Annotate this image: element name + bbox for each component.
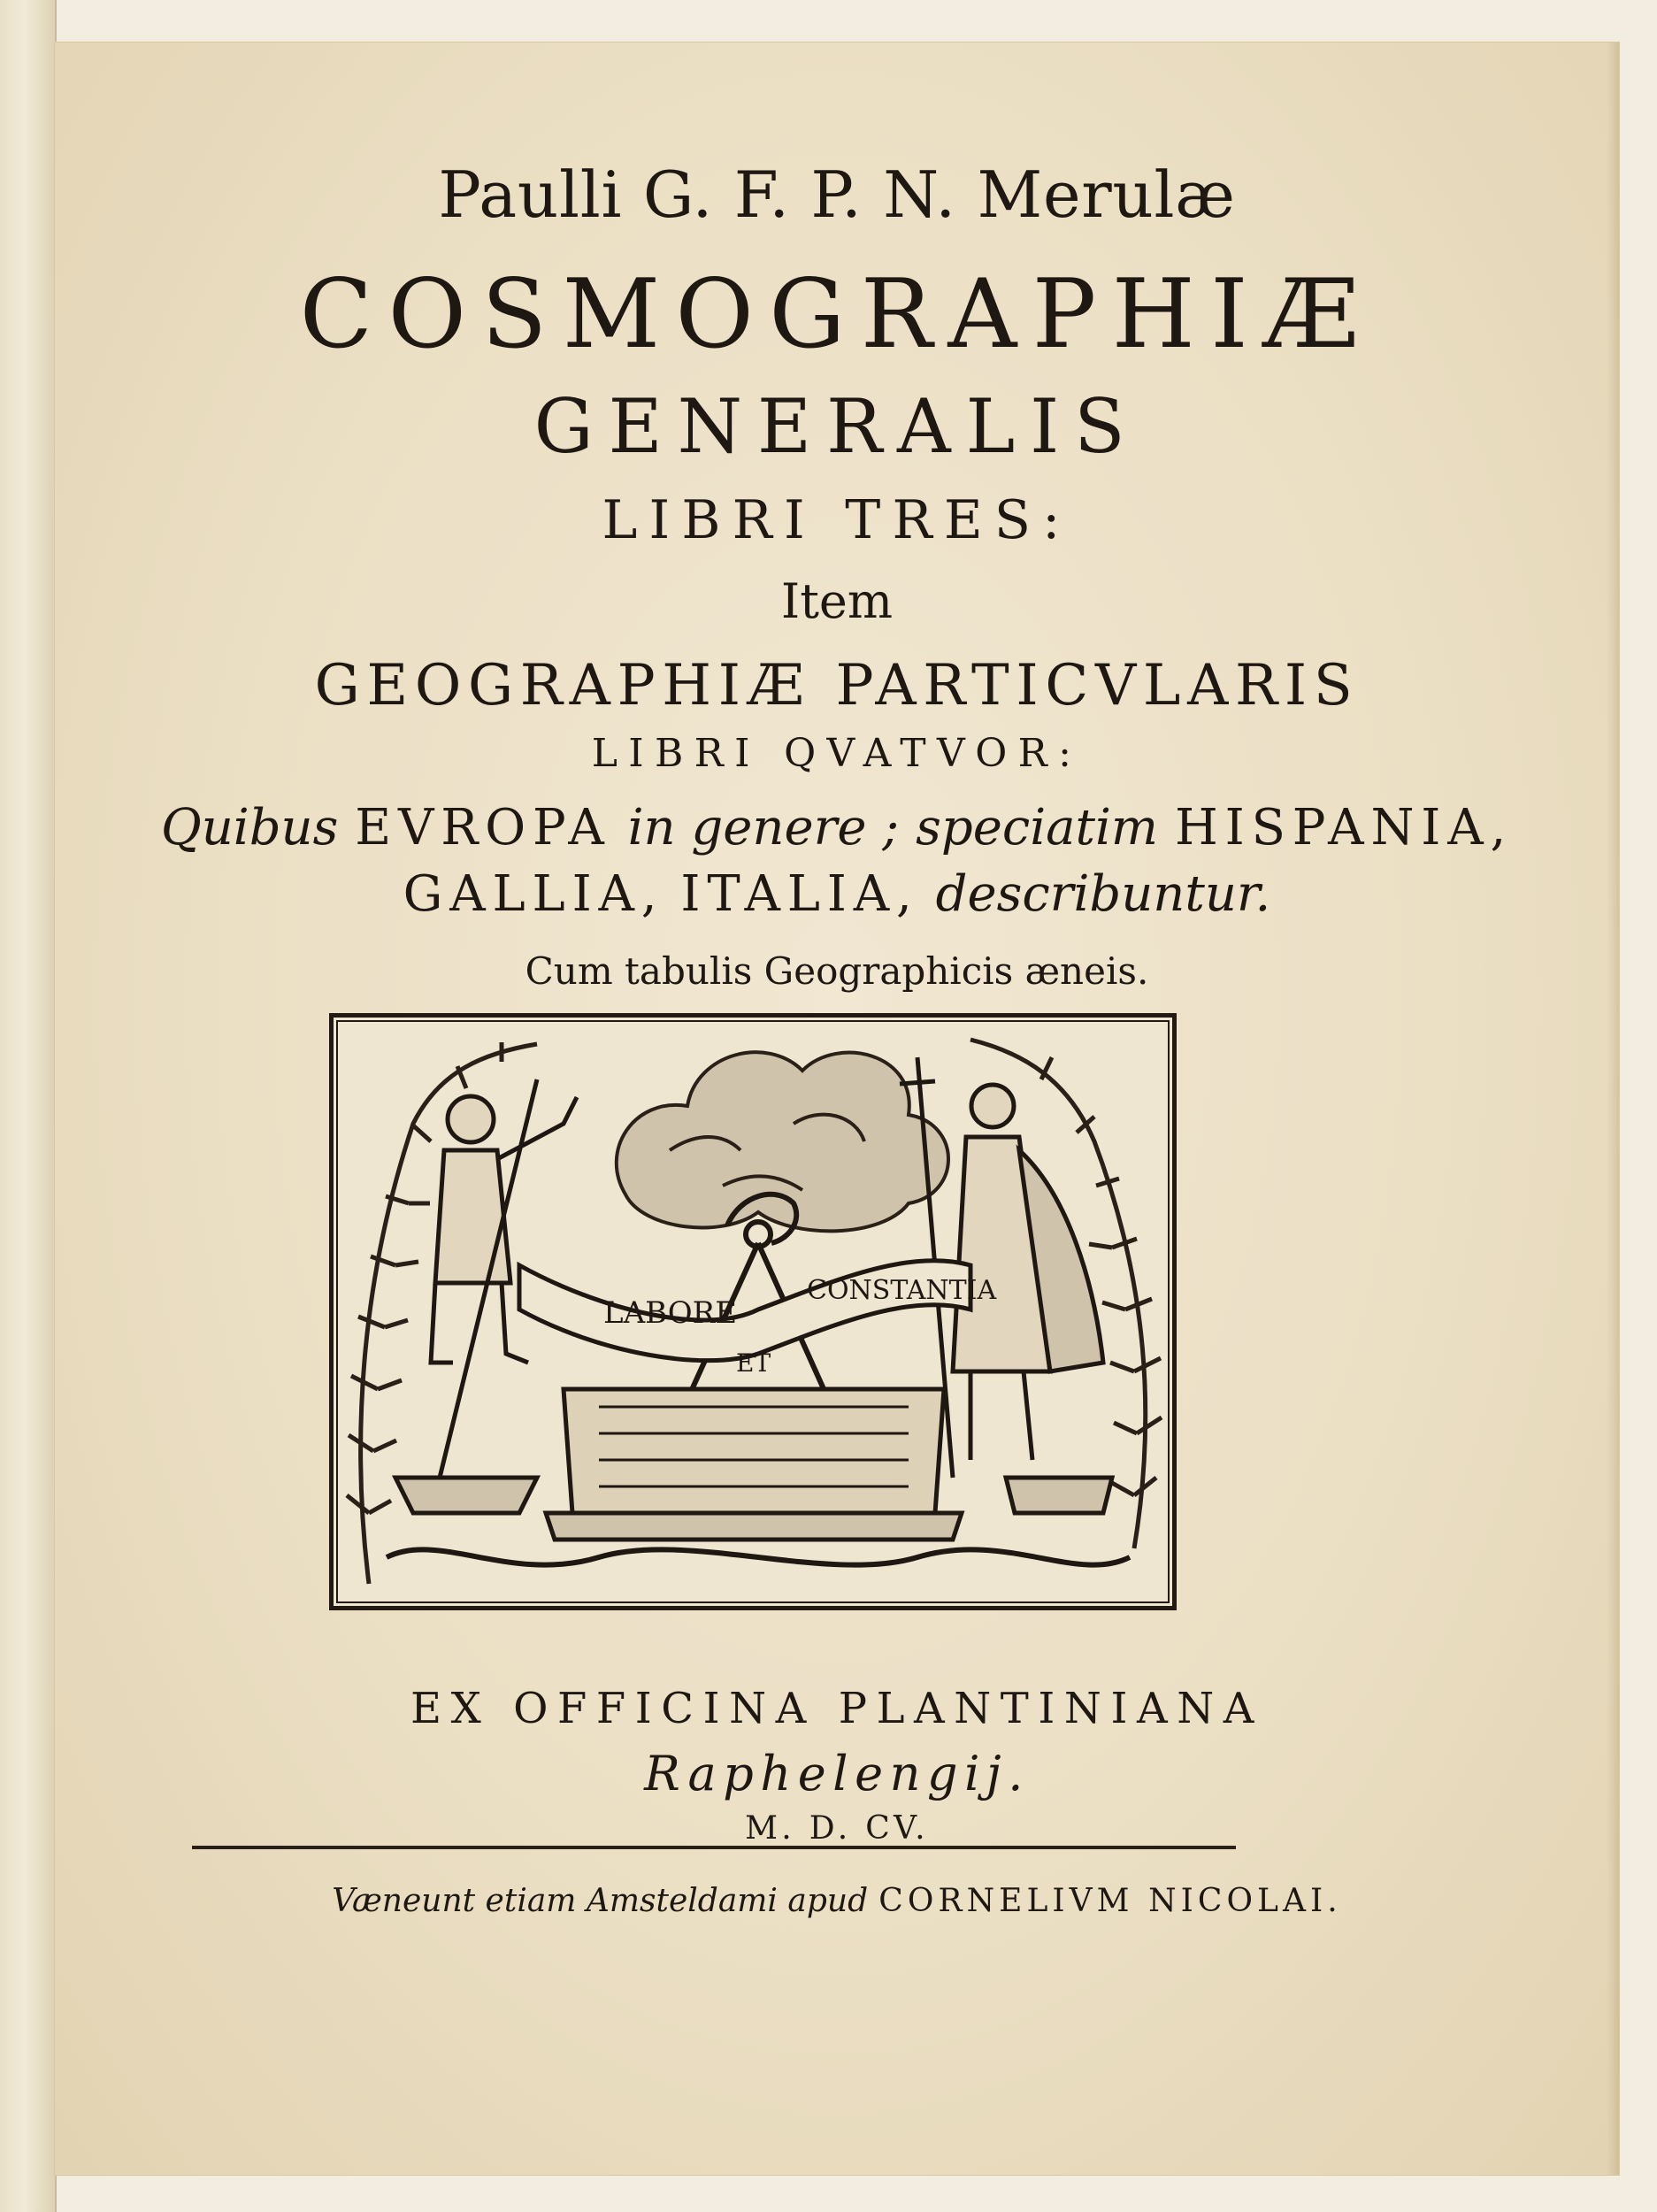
word-in-genere: in genere ; <box>627 799 900 856</box>
word-europa: EVROPA <box>355 799 611 856</box>
cloud-icon <box>617 1052 948 1231</box>
motto-et: ET <box>736 1348 771 1378</box>
title-libri-tres: LIBRI TRES: <box>602 489 1072 551</box>
imprint-printer: Raphelengij. <box>644 1746 1030 1801</box>
sold-note-name: CORNELIVM NICOLAI. <box>878 1883 1342 1919</box>
sold-note-text: Væneunt etiam Amsteldami apud <box>332 1883 869 1919</box>
printers-device-engraving <box>329 1013 1177 1610</box>
word-italia: ITALIA, <box>680 865 919 923</box>
motto-constantia: CONSTANTIA <box>807 1275 997 1306</box>
title-page <box>55 42 1619 2175</box>
word-hispania: HISPANIA, <box>1174 799 1514 856</box>
title-libri-quatuor: LIBRI QVATVOR: <box>591 731 1083 776</box>
word-gallia: GALLIA, <box>403 865 664 923</box>
title-cosmographiae: COSMOGRAPHIÆ <box>299 259 1375 370</box>
title-geographiae: GEOGRAPHIÆ PARTICVLARIS <box>314 653 1360 718</box>
word-quibus: Quibus <box>160 799 339 856</box>
word-speciatim: speciatim <box>916 799 1159 856</box>
horizontal-rule <box>192 1846 1236 1849</box>
book-binding-edge <box>0 0 57 2212</box>
motto-labore: LABORE <box>603 1295 738 1331</box>
contents-line-2 <box>55 865 1619 923</box>
author-line: Paulli G. F. P. N. Merulæ <box>438 157 1236 232</box>
book-icon <box>546 1389 962 1540</box>
imprint-year: M. D. CV. <box>745 1810 929 1847</box>
imprint-officina: EX OFFICINA PLANTINIANA <box>410 1684 1263 1733</box>
title-generalis: GENERALIS <box>533 383 1140 470</box>
tables-note: Cum tabulis Geographicis æneis. <box>525 949 1149 993</box>
sold-note <box>55 1883 1619 1919</box>
cartouche-scroll-icon <box>387 1549 1130 1564</box>
contents-line-1 <box>55 799 1619 856</box>
item-line: Item <box>780 573 894 629</box>
word-describuntur: describuntur. <box>935 865 1271 923</box>
motto-banner <box>519 1261 996 1378</box>
